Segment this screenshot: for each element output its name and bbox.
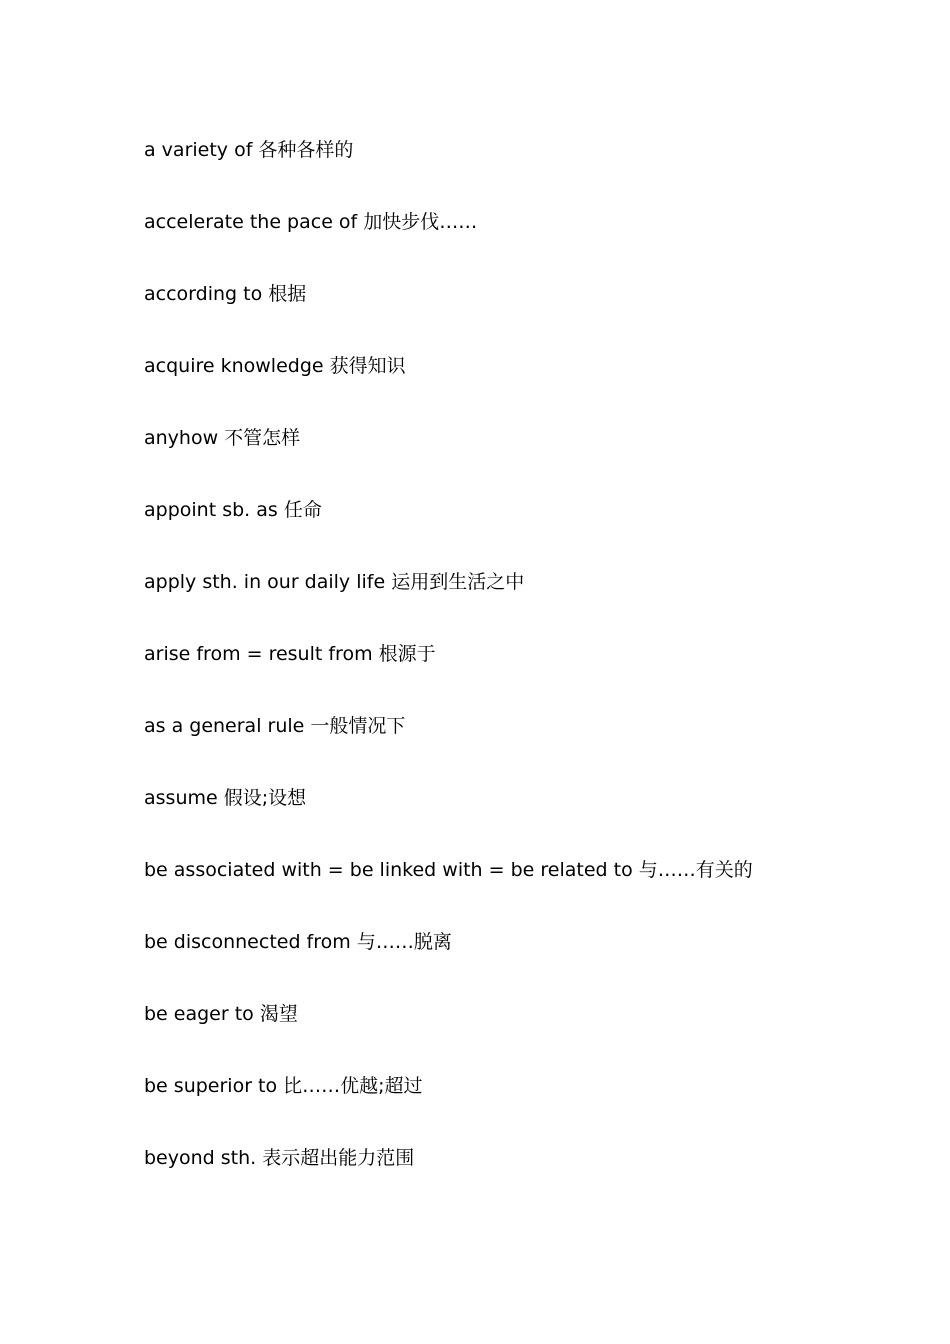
phrase-list [144, 137, 904, 1217]
phrase-entry: a variety of 各种各样的 [144, 139, 354, 161]
phrase-entry: beyond sth. 表示超出能力范围 [144, 1147, 415, 1169]
phrase-entry: be eager to 渴望 [144, 1003, 298, 1025]
phrase-entry: as a general rule 一般情况下 [144, 715, 406, 737]
phrase-entry: be disconnected from 与……脱离 [144, 931, 452, 953]
phrase-entry: appoint sb. as 任命 [144, 499, 322, 521]
phrase-entry: arise from = result from 根源于 [144, 643, 436, 665]
phrase-entry: apply sth. in our daily life 运用到生活之中 [144, 571, 525, 593]
phrase-entry: anyhow 不管怎样 [144, 427, 301, 449]
phrase-entry: assume 假设;设想 [144, 787, 307, 809]
phrase-entry: be superior to 比……优越;超过 [144, 1075, 423, 1097]
phrase-entry: acquire knowledge 获得知识 [144, 355, 406, 377]
phrase-entry: be associated with = be linked with = be related to 与……有关的 [144, 859, 753, 881]
phrase-entry: according to 根据 [144, 283, 307, 305]
phrase-entry: accelerate the pace of 加快步伐…… [144, 211, 478, 233]
